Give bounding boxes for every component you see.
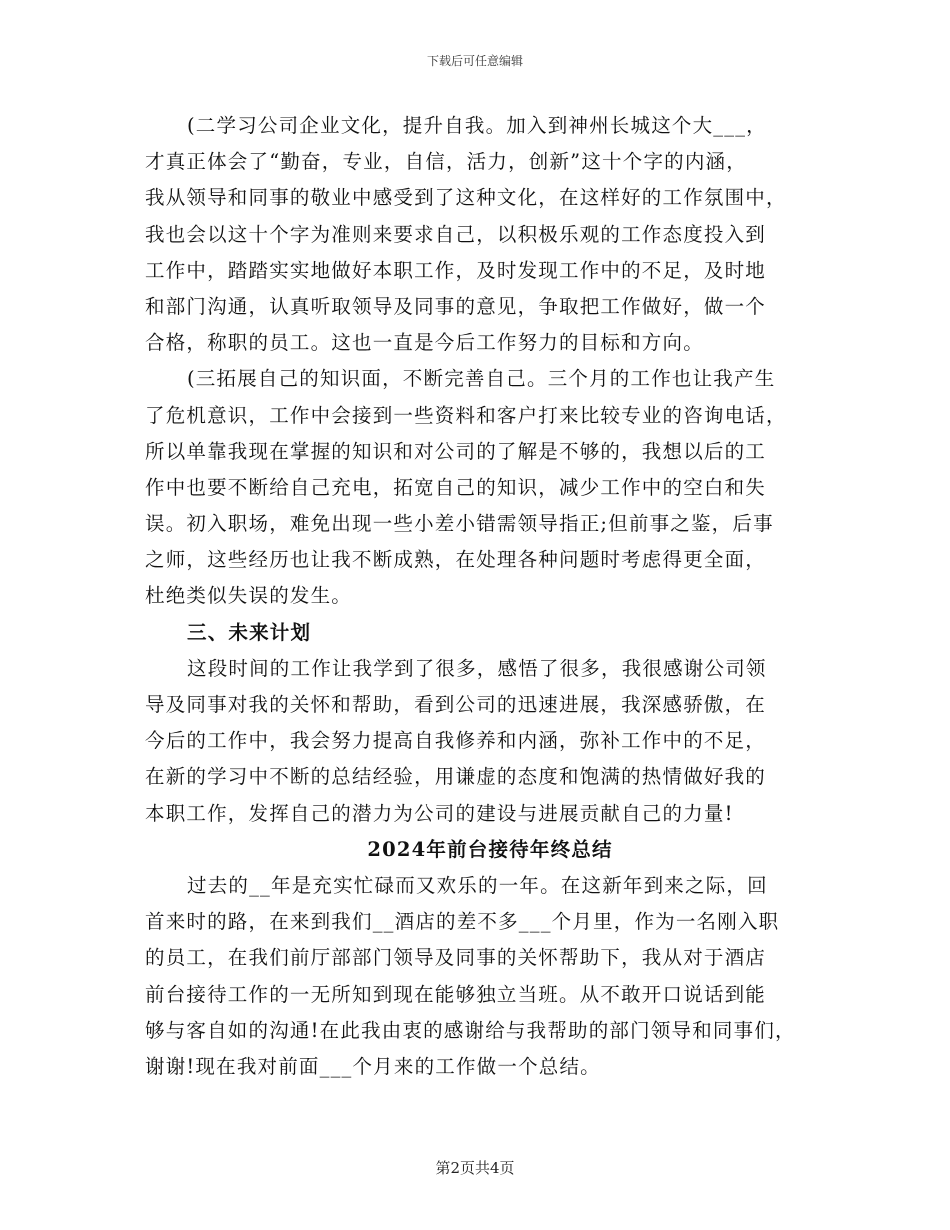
paragraph-line: 之师，这些经历也让我不断成熟，在处理各种问题时考虑得更全面， <box>145 548 767 572</box>
document-body <box>145 108 805 1085</box>
paragraph-line: 作中也要不断给自己充电，拓宽自己的知识，减少工作中的空白和失 <box>145 475 767 499</box>
paragraph-line: 首来时的路，在来到我们__酒店的差不多___个月里，作为一名刚入职 <box>145 910 780 934</box>
paragraph-line: 本职工作，发挥自己的潜力为公司的建设与进展贡献自己的力量! <box>145 801 734 825</box>
paragraph-line: (二学习公司企业文化，提升自我。加入到神州长城这个大___， <box>187 114 767 137</box>
paragraph-line: 和部门沟通，认真听取领导及同事的意见，争取把工作做好，做一个 <box>145 294 767 318</box>
paragraph-line: 杜绝类似失误的发生。 <box>145 584 353 608</box>
paragraph-line: 的员工，在我们前厅部部门领导及同事的关怀帮助下，我从对于酒店 <box>145 946 767 970</box>
paragraph-line: 谢谢!现在我对前面___个月来的工作做一个总结。 <box>145 1054 601 1078</box>
paragraph-line: 所以单靠我现在掌握的知识和对公司的了解是不够的，我想以后的工 <box>145 439 767 463</box>
paragraph-line: (三拓展自己的知识面，不断完善自己。三个月的工作也让我产生 <box>187 367 776 391</box>
paragraph-line: 我也会以这十个字为准则来要求自己，以积极乐观的工作态度投入到 <box>145 222 767 246</box>
paragraph-line: 过去的__年是充实忙碌而又欢乐的一年。在这新年到来之际，回 <box>187 873 768 897</box>
section-heading: 三、未来计划 <box>187 620 312 644</box>
paragraph-line: 合格，称职的员工。这也一直是今后工作努力的目标和方向。 <box>145 331 704 355</box>
page-header: 下载后可任意编辑 <box>426 54 523 68</box>
paragraph-line: 才真正体会了“勤奋，专业，自信，活力，创新”这十个字的内涵， <box>145 150 747 174</box>
paragraph-line: 今后的工作中，我会努力提高自我修养和内涵，弥补工作中的不足， <box>145 729 767 753</box>
paragraph-line: 前台接待工作的一无所知到现在能够独立当班。从不敢开口说话到能 <box>145 982 767 1006</box>
paragraph-line: 在新的学习中不断的总结经验，用谦虚的态度和饱满的热情做好我的 <box>145 765 767 789</box>
paragraph-line: 了危机意识，工作中会接到一些资料和客户打来比较专业的咨询电话， <box>145 403 787 427</box>
paragraph-line: 导及同事对我的关怀和帮助，看到公司的迅速进展，我深感骄傲，在 <box>145 693 767 716</box>
paragraph-line: 够与客自如的沟通!在此我由衷的感谢给与我帮助的部门领导和同事们， <box>145 1018 796 1042</box>
paragraph-line: 误。初入职场，难免出现一些小差小错需领导指正;但前事之鉴，后事 <box>145 512 774 536</box>
paragraph-line: 这段时间的工作让我学到了很多，感悟了很多，我很感谢公司领 <box>187 656 767 680</box>
document-title: 2024年前台接待年终总结 <box>367 837 613 861</box>
paragraph-line: 我从领导和同事的敬业中感受到了这种文化，在这样好的工作氛围中， <box>145 186 787 210</box>
page-footer: 第2页共4页 <box>435 1159 515 1177</box>
paragraph-line: 工作中，踏踏实实地做好本职工作，及时发现工作中的不足，及时地 <box>145 258 767 282</box>
